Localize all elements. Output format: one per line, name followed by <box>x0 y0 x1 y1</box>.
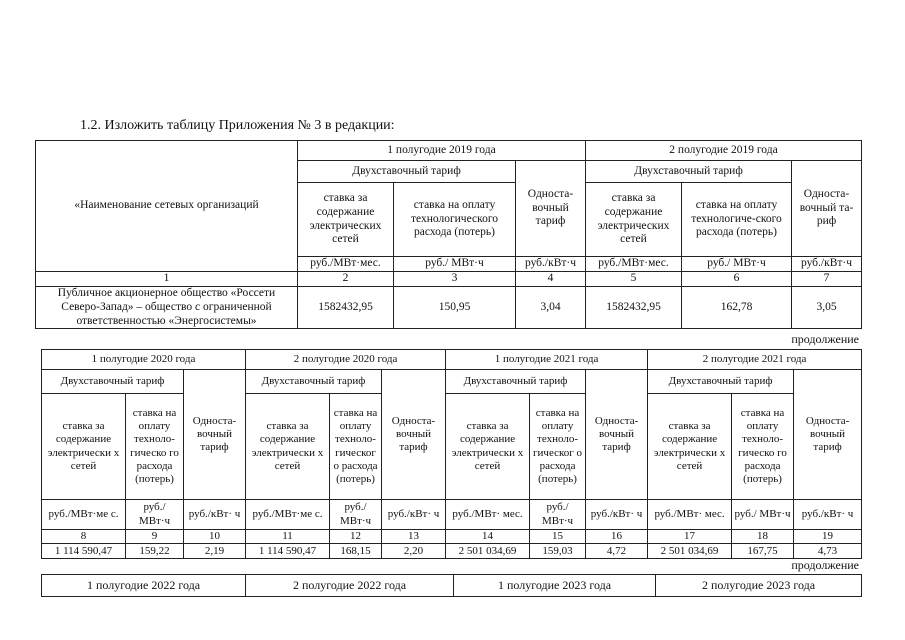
column-number: 9 <box>126 530 184 544</box>
rate-loss-header: ставка на оплату технологического расхода (потерь) <box>394 183 516 257</box>
column-number: 13 <box>382 530 446 544</box>
period-header: 1 полугодие 2020 года <box>42 350 246 370</box>
rate-loss-header: ставка на оплату техноло-гическо го расхода (потерь) <box>732 394 794 500</box>
column-number: 11 <box>246 530 330 544</box>
two-rate-header: Двухставочный тариф <box>298 161 516 183</box>
unit-cell: руб./МВт·ме с. <box>246 500 330 530</box>
value-cell: 2,19 <box>184 544 246 559</box>
continued-label: продолжение <box>791 558 859 572</box>
period-header: 2 полугодие 2019 года <box>586 141 862 161</box>
unit-cell: руб./МВт·мес. <box>586 257 682 272</box>
two-rate-header: Двухставочный тариф <box>648 370 794 394</box>
unit-cell: руб./ МВт·ч <box>330 500 382 530</box>
value-cell: 162,78 <box>682 287 792 329</box>
unit-cell: руб./ МВт·ч <box>394 257 516 272</box>
column-number: 18 <box>732 530 794 544</box>
column-number: 4 <box>516 272 586 287</box>
two-rate-header: Двухставочный тариф <box>42 370 184 394</box>
rate-loss-header: ставка на оплату техноло-гическог о расхода (потерь) <box>330 394 382 500</box>
tariff-table-2020-2021 <box>41 349 862 559</box>
value-cell: 2 501 034,69 <box>446 544 530 559</box>
value-cell: 159,03 <box>530 544 586 559</box>
single-rate-header: Односта-вочный тариф <box>184 370 246 500</box>
tariff-table-2022-2023 <box>41 574 862 597</box>
value-cell: 159,22 <box>126 544 184 559</box>
value-cell: 3,04 <box>516 287 586 329</box>
two-rate-header: Двухставочный тариф <box>446 370 586 394</box>
unit-cell: руб./кВт· ч <box>382 500 446 530</box>
single-rate-header: Односта-вочный та-риф <box>792 161 862 257</box>
value-cell: 2 501 034,69 <box>648 544 732 559</box>
column-number: 2 <box>298 272 394 287</box>
column-number: 3 <box>394 272 516 287</box>
rate-maintenance-header: ставка за содержание электрически х сетей <box>446 394 530 500</box>
period-header: 2 полугодие 2022 года <box>246 575 454 597</box>
unit-cell: руб./кВт· ч <box>184 500 246 530</box>
rate-loss-header: ставка на оплату техноло-гическо го расхода (потерь) <box>126 394 184 500</box>
value-cell: 2,20 <box>382 544 446 559</box>
column-number: 7 <box>792 272 862 287</box>
two-rate-header: Двухставочный тариф <box>586 161 792 183</box>
rate-maintenance-header: ставка за содержание электрических сетей <box>586 183 682 257</box>
value-cell: 1582432,95 <box>586 287 682 329</box>
rate-loss-header: ставка на оплату техноло-гическог о расхода (потерь) <box>530 394 586 500</box>
unit-cell: руб./МВт· мес. <box>648 500 732 530</box>
rate-maintenance-header: ставка за содержание электрических сетей <box>298 183 394 257</box>
rate-maintenance-header: ставка за содержание электрически х сетей <box>246 394 330 500</box>
value-cell: 150,95 <box>394 287 516 329</box>
column-number: 10 <box>184 530 246 544</box>
unit-cell: руб./ МВт·ч <box>732 500 794 530</box>
single-rate-header: Односта-вочный тариф <box>516 161 586 257</box>
unit-cell: руб./МВт·ме с. <box>42 500 126 530</box>
column-number: 8 <box>42 530 126 544</box>
organization-name: Публичное акционерное общество «Россети Северо-Запад» – общество с ограниченной ответственностью «Энергосистемы» <box>36 287 298 329</box>
period-header: 2 полугодие 2021 года <box>648 350 862 370</box>
column-number: 5 <box>586 272 682 287</box>
value-cell: 4,72 <box>586 544 648 559</box>
unit-cell: руб./ МВт·ч <box>530 500 586 530</box>
two-rate-header: Двухставочный тариф <box>246 370 382 394</box>
tariff-table-2019 <box>35 140 862 329</box>
column-number: 16 <box>586 530 648 544</box>
period-header: 1 полугодие 2019 года <box>298 141 586 161</box>
unit-cell: руб./кВт·ч <box>792 257 862 272</box>
rate-maintenance-header: ставка за содержание электрически х сетей <box>648 394 732 500</box>
single-rate-header: Односта-вочный тариф <box>382 370 446 500</box>
value-cell: 1 114 590,47 <box>42 544 126 559</box>
value-cell: 4,73 <box>794 544 862 559</box>
rate-maintenance-header: ставка за содержание электрически х сетей <box>42 394 126 500</box>
period-header: 1 полугодие 2022 года <box>42 575 246 597</box>
section-heading: 1.2. Изложить таблицу Приложения № 3 в редакции: <box>80 118 395 133</box>
period-header: 1 полугодие 2021 года <box>446 350 648 370</box>
unit-cell: руб./ МВт·ч <box>682 257 792 272</box>
period-header: 2 полугодие 2020 года <box>246 350 446 370</box>
unit-cell: руб./МВт·мес. <box>298 257 394 272</box>
continued-label: продолжение <box>791 332 859 346</box>
value-cell: 167,75 <box>732 544 794 559</box>
rate-loss-header: ставка на оплату технологиче-ского расхода (потерь) <box>682 183 792 257</box>
column-number: 6 <box>682 272 792 287</box>
single-rate-header: Односта-вочный тариф <box>794 370 862 500</box>
column-number: 15 <box>530 530 586 544</box>
value-cell: 168,15 <box>330 544 382 559</box>
value-cell: 3,05 <box>792 287 862 329</box>
column-number: 14 <box>446 530 530 544</box>
unit-cell: руб./кВт· ч <box>794 500 862 530</box>
period-header: 1 полугодие 2023 года <box>454 575 656 597</box>
value-cell: 1 114 590,47 <box>246 544 330 559</box>
period-header: 2 полугодие 2023 года <box>656 575 862 597</box>
column-number: 19 <box>794 530 862 544</box>
column-number: 12 <box>330 530 382 544</box>
unit-cell: руб./кВт·ч <box>516 257 586 272</box>
unit-cell: руб./кВт· ч <box>586 500 648 530</box>
column-number: 1 <box>36 272 298 287</box>
unit-cell: руб./ МВт·ч <box>126 500 184 530</box>
column-number: 17 <box>648 530 732 544</box>
unit-cell: руб./МВт· мес. <box>446 500 530 530</box>
single-rate-header: Односта-вочный тариф <box>586 370 648 500</box>
name-header: «Наименование сетевых организаций <box>36 141 298 272</box>
value-cell: 1582432,95 <box>298 287 394 329</box>
